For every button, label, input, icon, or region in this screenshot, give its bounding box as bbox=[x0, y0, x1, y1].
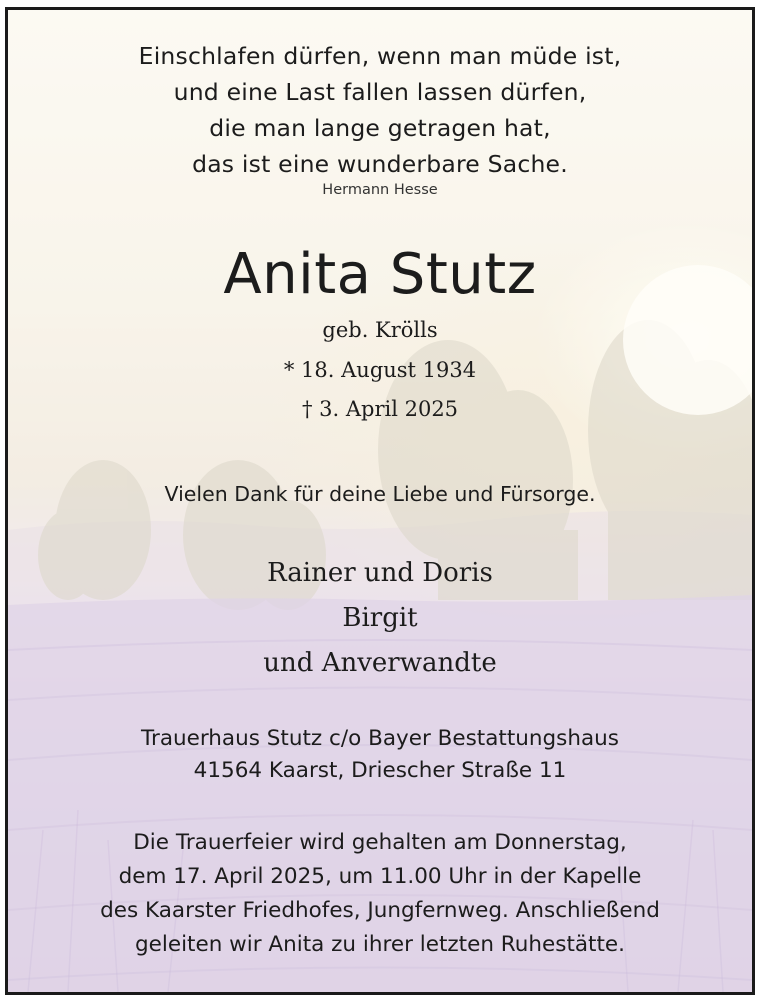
death-date: † 3. April 2025 bbox=[301, 397, 459, 421]
mourning-house-address bbox=[8, 723, 752, 787]
funeral-line: geleiten wir Anita zu ihrer letzten Ruhestätte. bbox=[135, 932, 625, 957]
deceased-name: Anita Stutz bbox=[223, 242, 537, 307]
mourners-list bbox=[8, 551, 752, 686]
address-line: Trauerhaus Stutz c/o Bayer Bestattungshaus bbox=[141, 726, 619, 751]
funeral-line: des Kaarster Friedhofes, Jungfernweg. Anschließend bbox=[100, 898, 660, 923]
funeral-line: dem 17. April 2025, um 11.00 Uhr in der Kapelle bbox=[118, 864, 642, 889]
quote-line: und eine Last fallen lassen dürfen, bbox=[173, 78, 587, 106]
thanks-message: Vielen Dank für deine Liebe und Fürsorge. bbox=[164, 482, 596, 506]
funeral-line: Die Trauerfeier wird gehalten am Donnerstag, bbox=[133, 830, 627, 855]
mourner-line: und Anverwandte bbox=[263, 648, 497, 678]
birth-date: * 18. August 1934 bbox=[283, 358, 477, 382]
quote-line: Einschlafen dürfen, wenn man müde ist, bbox=[138, 42, 622, 70]
birth-name: geb. Krölls bbox=[322, 318, 438, 342]
obituary-card bbox=[5, 7, 755, 995]
poem-quote bbox=[8, 38, 752, 182]
funeral-details bbox=[8, 826, 752, 962]
quote-line: das ist eine wunderbare Sache. bbox=[192, 150, 568, 178]
quote-line: die man lange getragen hat, bbox=[209, 114, 551, 142]
mourner-line: Birgit bbox=[342, 603, 418, 633]
address-line: 41564 Kaarst, Driescher Straße 11 bbox=[193, 758, 567, 783]
mourner-line: Rainer und Doris bbox=[267, 558, 493, 588]
quote-author: Hermann Hesse bbox=[322, 182, 438, 198]
